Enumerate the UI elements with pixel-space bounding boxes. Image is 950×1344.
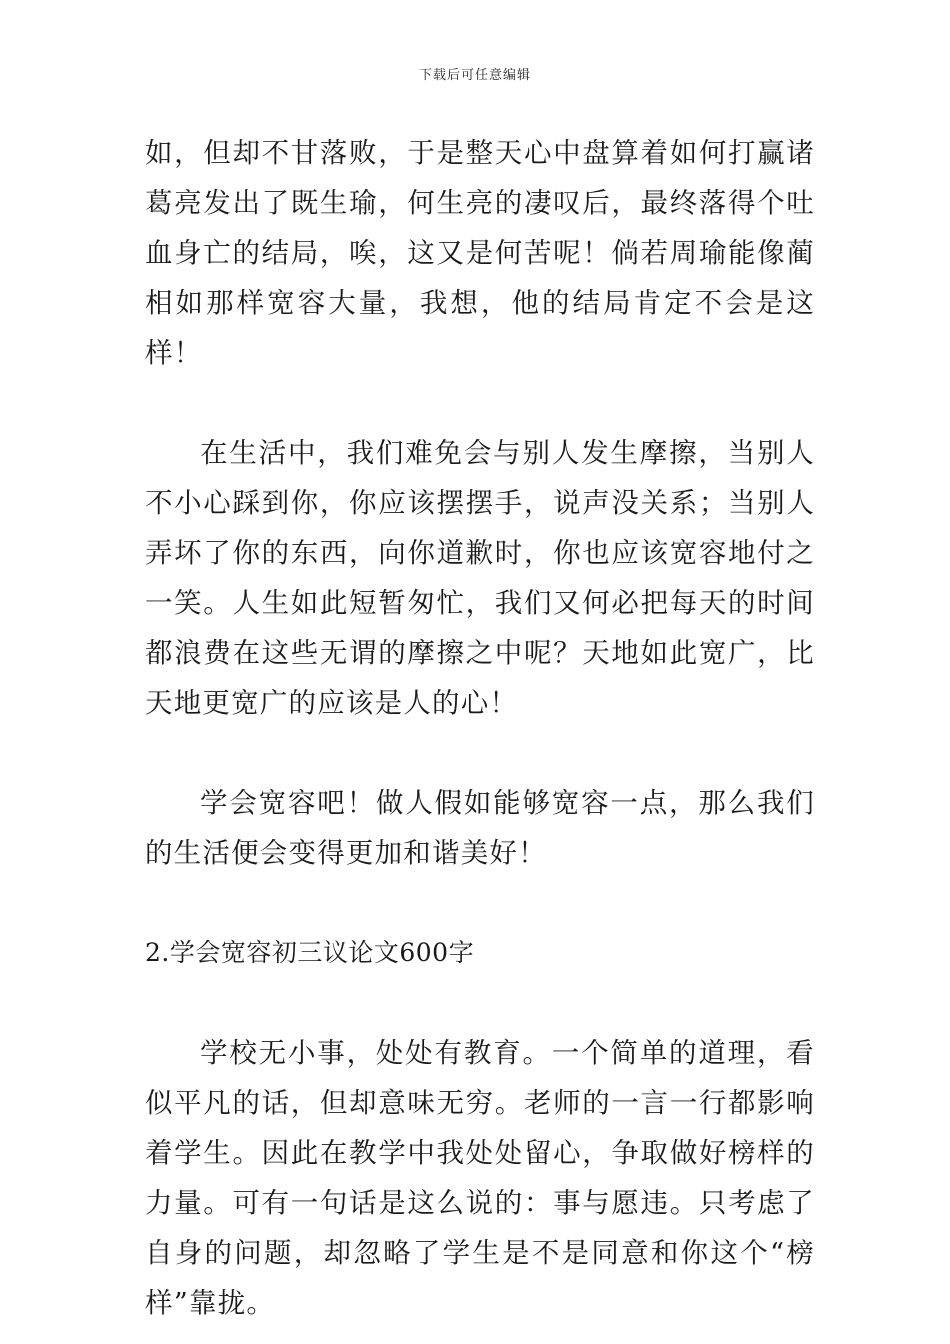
paragraph-gap bbox=[145, 978, 815, 1028]
section-heading: 2.学会宽容初三议论文600字 bbox=[145, 938, 475, 967]
paragraph-1: 如，但却不甘落败，于是整天心中盘算着如何打赢诸葛亮发出了既生瑜，何生亮的凄叹后，最终落得个吐 血身亡的结局，唉，这又是何苦呢！倘若周瑜能像蔺相如那样宽容大量，我想，他的结局肯定不会是这样！ bbox=[145, 137, 815, 369]
paragraph-gap bbox=[145, 378, 815, 428]
paragraph-3: 学会宽容吧！做人假如能够宽容一点，那么我们的生活便会变得更加和谐美好！ bbox=[145, 787, 815, 869]
paragraph-2: 在生活中，我们难免会与别人发生摩擦，当别人不小心踩到你，你应该摆摆手，说声没关系；当别人弄坏了你的东西，向你道歉时，你也应该宽容地付之一笑。人生如此短暂匆忙，我们又何必把每天的时间都浪费在这些无谓的摩擦之中呢？天地如此宽广，比天地更宽广的应该是人的心！ bbox=[145, 437, 815, 719]
header-note: 下载后可任意编辑 bbox=[418, 68, 531, 83]
paragraph-gap bbox=[145, 878, 815, 928]
paragraph-4: 学校无小事，处处有教育。一个简单的道理，看似平凡的话，但却意味无穷。老师的一言一行都影响着学生。因此在教学中我处处留心，争取做好榜样的力量。可有一句话是这么说的：事与愿违。只考虑了自身的问题，却忽略了学生是不是同意和你这个“榜样”靠拢。 bbox=[145, 1037, 815, 1319]
paragraph-gap bbox=[145, 728, 815, 778]
document-body bbox=[145, 128, 815, 1328]
